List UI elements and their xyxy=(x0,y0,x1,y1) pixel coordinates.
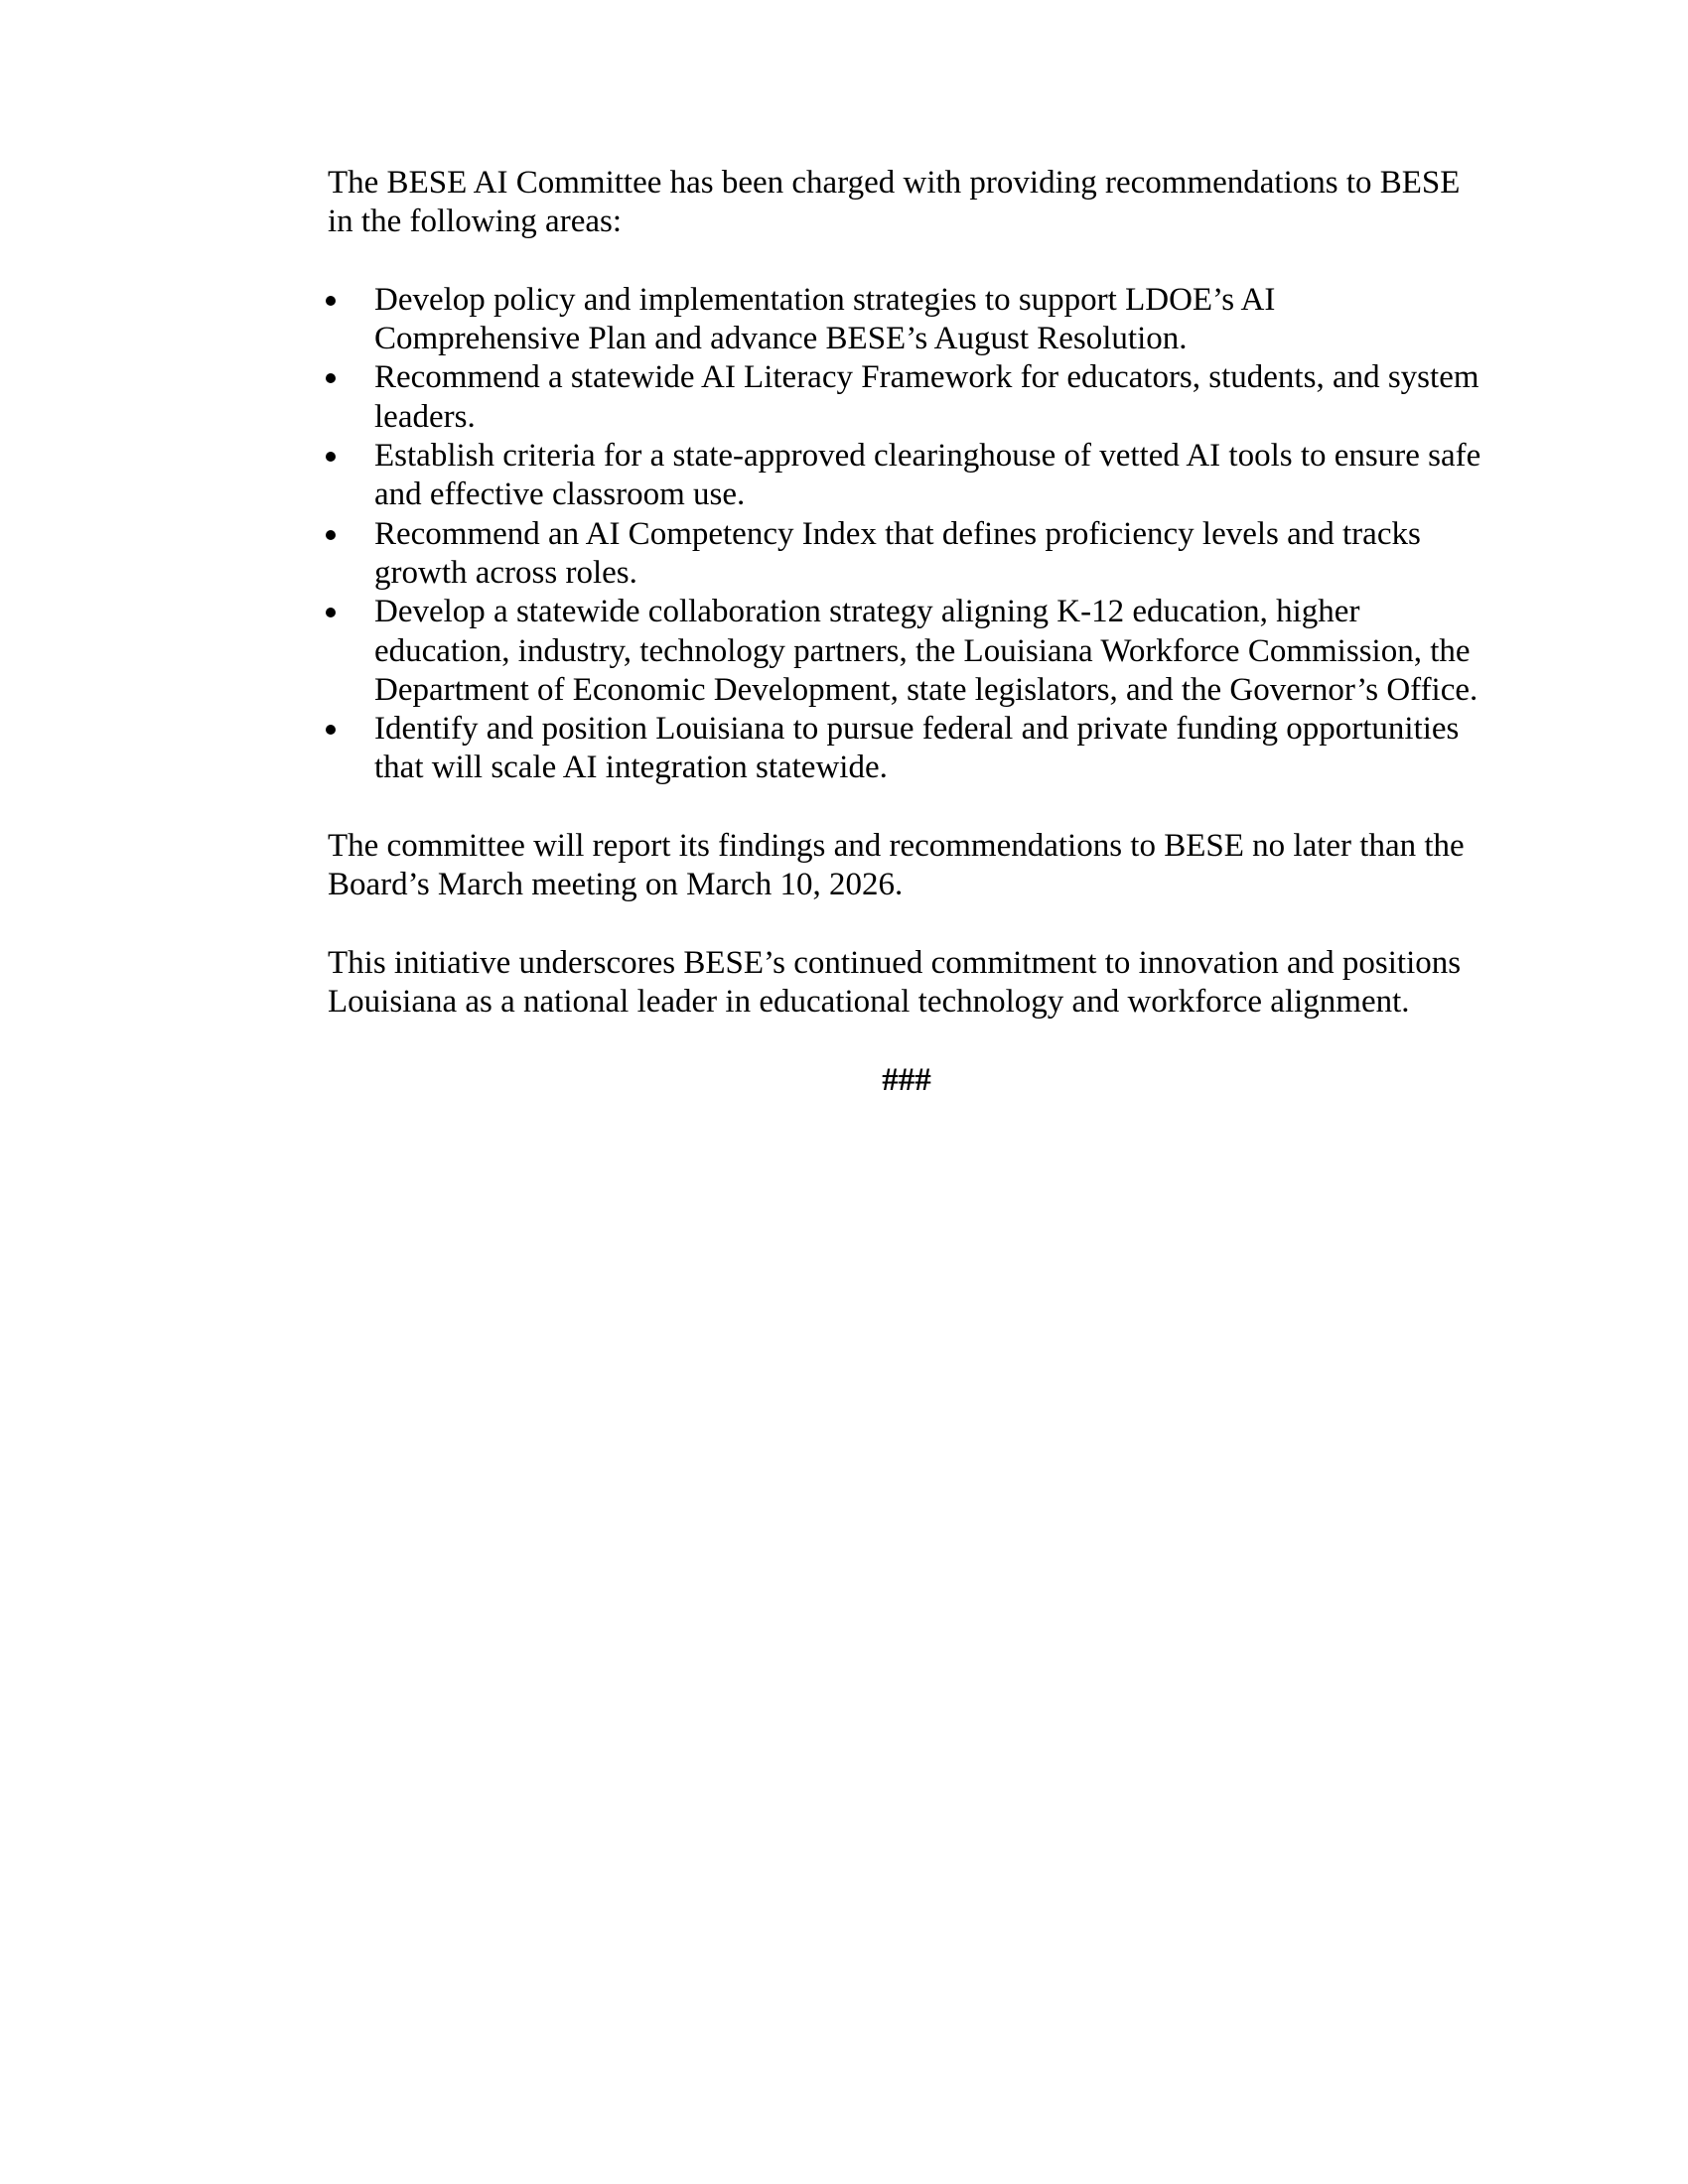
spacer xyxy=(328,242,1485,281)
spacer xyxy=(328,905,1485,944)
end-mark: ### xyxy=(882,1061,931,1098)
list-item xyxy=(328,358,1485,437)
list-item-text: Recommend an AI Competency Index that defines proficiency levels and tracks growth across roles. xyxy=(374,515,1421,591)
list-item xyxy=(328,281,1485,359)
intro-paragraph: The BESE AI Committee has been charged with providing recommendations to BESE in the following areas: xyxy=(328,165,1461,240)
list-item xyxy=(328,710,1485,788)
report-paragraph: The committee will report its findings and recommendations to BESE no later than the Board’s March meeting on March 10, 2026. xyxy=(328,828,1465,903)
list-item xyxy=(328,515,1485,594)
list-item-text: Develop a statewide collaboration strategy aligning K-12 education, higher education, industry, technology partners, the Louisiana Workforce Commission, the Department of Economic Development, state legislators, and the Governor’s Office. xyxy=(374,594,1478,708)
document-page xyxy=(328,164,1485,1100)
list-item-text: Recommend a statewide AI Literacy Framework for educators, students, and system leaders. xyxy=(374,359,1479,435)
spacer xyxy=(328,1023,1485,1061)
list-item-text: Develop policy and implementation strategies to support LDOE’s AI Comprehensive Plan and advance BESE’s August Resolution. xyxy=(374,281,1276,357)
list-item-text: Identify and position Louisiana to pursue federal and private funding opportunities that will scale AI integration statewide. xyxy=(374,711,1460,786)
recommendation-areas-list xyxy=(328,281,1485,788)
list-item-text: Establish criteria for a state-approved clearinghouse of vetted AI tools to ensure safe and effective classroom use. xyxy=(374,438,1481,513)
closing-paragraph: This initiative underscores BESE’s continued commitment to innovation and positions Louisiana as a national leader in educational technology and workforce alignment. xyxy=(328,944,1462,1021)
list-item xyxy=(328,437,1485,515)
spacer xyxy=(328,788,1485,827)
list-item xyxy=(328,593,1485,710)
